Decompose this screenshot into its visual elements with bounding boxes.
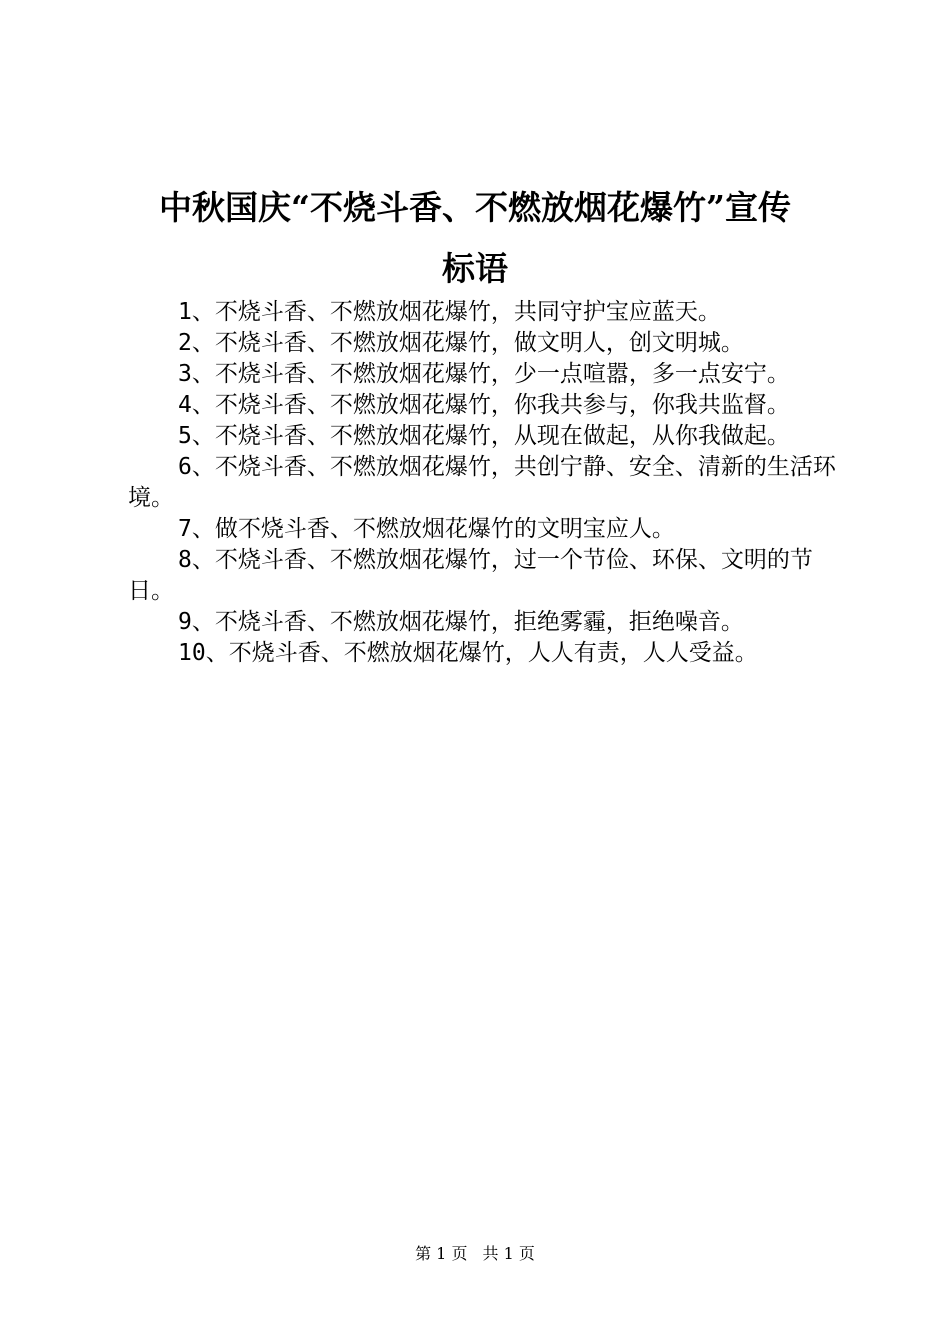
slogan-item: 4、不烧斗香、不燃放烟花爆竹，你我共参与，你我共监督。 — [178, 392, 790, 418]
slogan-item: 6、不烧斗香、不燃放烟花爆竹，共创宁静、安全、清新的生活环境。 — [128, 454, 836, 511]
slogan-list — [128, 297, 840, 669]
page-total: 共 1 页 — [482, 1244, 535, 1263]
slogan-item: 7、做不烧斗香、不燃放烟花爆竹的文明宝应人。 — [178, 516, 675, 542]
slogan-item: 2、不烧斗香、不燃放烟花爆竹，做文明人，创文明城。 — [178, 330, 744, 356]
slogan-item: 10、不烧斗香、不燃放烟花爆竹，人人有责，人人受益。 — [178, 640, 758, 666]
slogan-item: 3、不烧斗香、不燃放烟花爆竹，少一点喧嚣，多一点安宁。 — [178, 361, 790, 387]
page-number: 第 1 页 — [415, 1244, 468, 1263]
slogan-item: 8、不烧斗香、不燃放烟花爆竹，过一个节俭、环保、文明的节日。 — [128, 547, 813, 604]
slogan-item: 9、不烧斗香、不燃放烟花爆竹，拒绝雾霾，拒绝噪音。 — [178, 609, 744, 635]
slogan-item: 1、不烧斗香、不燃放烟花爆竹，共同守护宝应蓝天。 — [178, 299, 721, 325]
page-footer — [0, 1244, 950, 1264]
slogan-item: 5、不烧斗香、不燃放烟花爆竹，从现在做起，从你我做起。 — [178, 423, 790, 449]
document-title-line-1: 中秋国庆“不烧斗香、不燃放烟花爆竹”宣传 — [159, 188, 791, 227]
document-title-line-2: 标语 — [442, 249, 508, 288]
